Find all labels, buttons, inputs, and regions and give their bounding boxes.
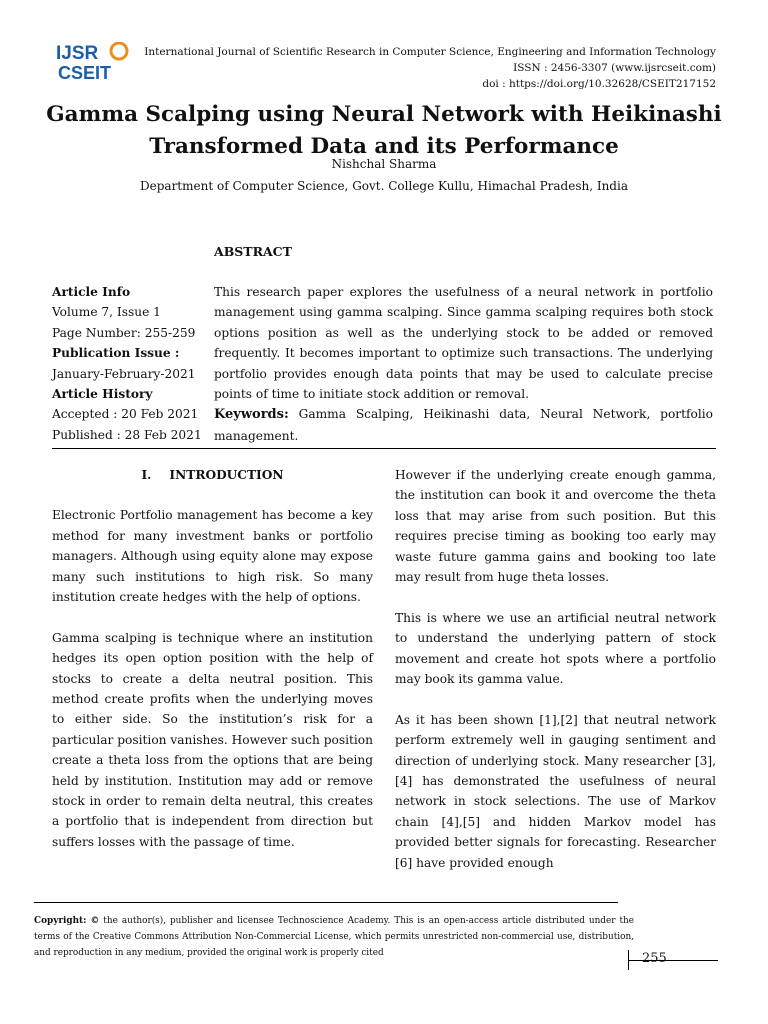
paper-title xyxy=(40,99,728,163)
article-volume: Volume 7, Issue 1 xyxy=(52,305,161,320)
keywords xyxy=(214,404,713,446)
section-title: INTRODUCTION xyxy=(169,468,284,482)
logo-bottom-text: CSEIT xyxy=(58,63,112,82)
article-pages: Page Number: 255-259 xyxy=(52,325,196,340)
journal-logo xyxy=(56,42,142,82)
intro-paragraph: As it has been shown [1],[2] that neutral network perform extremely well in gauging sentiment and direction of underlying stock. Many researcher [3],[4] has demonstrated the usefulness of neural network in stock selections. The use of Markov chain [4],[5] and hidden Markov model has provided better signals for forecasting. Researcher [6] have provided enough xyxy=(395,712,716,870)
article-history-label: Article History xyxy=(52,387,153,402)
keywords-text: Gamma Scalping, Heikinashi data, Neural Network, portfolio management. xyxy=(214,407,713,443)
logo-top-text: IJSR xyxy=(56,43,99,64)
abstract-body xyxy=(214,282,713,446)
copyright-symbol: © xyxy=(90,916,100,926)
title-line-1: Gamma Scalping using Neural Network with Heikinashi xyxy=(46,102,722,127)
abstract-heading: ABSTRACT xyxy=(214,244,292,259)
intro-paragraph: However if the underlying create enough gamma, the institution can book it and overcome the theta loss that may arise from such position. But this requires precise timing as booking too early may waste future gamma gains and booking too late may result from huge theta losses. xyxy=(395,468,716,585)
copyright-notice xyxy=(34,913,634,961)
intro-paragraph: This is where we use an artificial neutral network to understand the underlying pattern of stock movement and create hot spots where a portfolio may book its gamma value. xyxy=(395,610,716,687)
keywords-label: Keywords: xyxy=(214,407,289,423)
publication-issue-label: Publication Issue : xyxy=(52,346,180,361)
title-line-2: Transformed Data and its Performance xyxy=(149,134,619,159)
intro-left-column xyxy=(52,465,373,873)
section-number: I. xyxy=(141,468,152,482)
page-number: 255 xyxy=(642,951,667,966)
logo-ring-icon xyxy=(111,43,127,59)
section-divider xyxy=(52,448,716,449)
publication-issue: January-February-2021 xyxy=(52,366,196,381)
author-name: Nishchal Sharma xyxy=(331,157,437,171)
journal-doi: doi : https://doi.org/10.32628/CSEIT217152 xyxy=(482,78,716,90)
footer-divider xyxy=(34,902,618,903)
intro-right-column xyxy=(395,465,716,893)
copyright-text: the author(s), publisher and licensee Technoscience Academy. This is an open-access article distributed under the terms of the Creative Commons Attribution Non-Commercial License, which permits unrestricted non-commercial use, distribution, and reproduction in any medium, provided the original work is properly cited xyxy=(34,916,635,958)
journal-info xyxy=(144,44,716,92)
intro-heading xyxy=(52,465,373,485)
accepted-date: Accepted : 20 Feb 2021 xyxy=(52,407,199,422)
journal-name: International Journal of Scientific Research in Computer Science, Engineering and Information Technology xyxy=(144,46,716,58)
abstract-text: This research paper explores the usefulness of a neural network in portfolio management using gamma scalping. Since gamma scalping requires both stock options position as well as the underlying stock to be added or removed frequently. It becomes important to optimize such transactions. The underlying portfolio provides enough data points that may be used to calculate precise points of time to initiate stock addition or removal. xyxy=(214,285,713,402)
article-info xyxy=(52,282,207,445)
article-info-label: Article Info xyxy=(52,285,131,299)
intro-paragraph: Gamma scalping is technique where an institution hedges its open option position with the help of stocks to create a delta neutral position. This method create profits when the underlying moves to either side. So the institution’s risk for a particular position vanishes. However such position create a theta loss from the options that are being held by institution. Institution may add or remove stock in order to remain delta neutral, this creates a portfolio that is independent from direction but suffers losses with the passage of time. xyxy=(52,630,373,849)
author-affiliation: Department of Computer Science, Govt. College Kullu, Himachal Pradesh, India xyxy=(140,179,628,193)
published-date: Published : 28 Feb 2021 xyxy=(52,427,202,442)
intro-paragraph: Electronic Portfolio management has become a key method for many investment banks or portfolio managers. Although using equity alone may expose many such institutions to high risk. So many institution create hedges with the help of options. xyxy=(52,508,373,605)
page-number-box xyxy=(628,950,718,970)
copyright-label: Copyright: xyxy=(34,916,87,926)
journal-issn: ISSN : 2456-3307 (www.ijsrcseit.com) xyxy=(513,62,716,74)
